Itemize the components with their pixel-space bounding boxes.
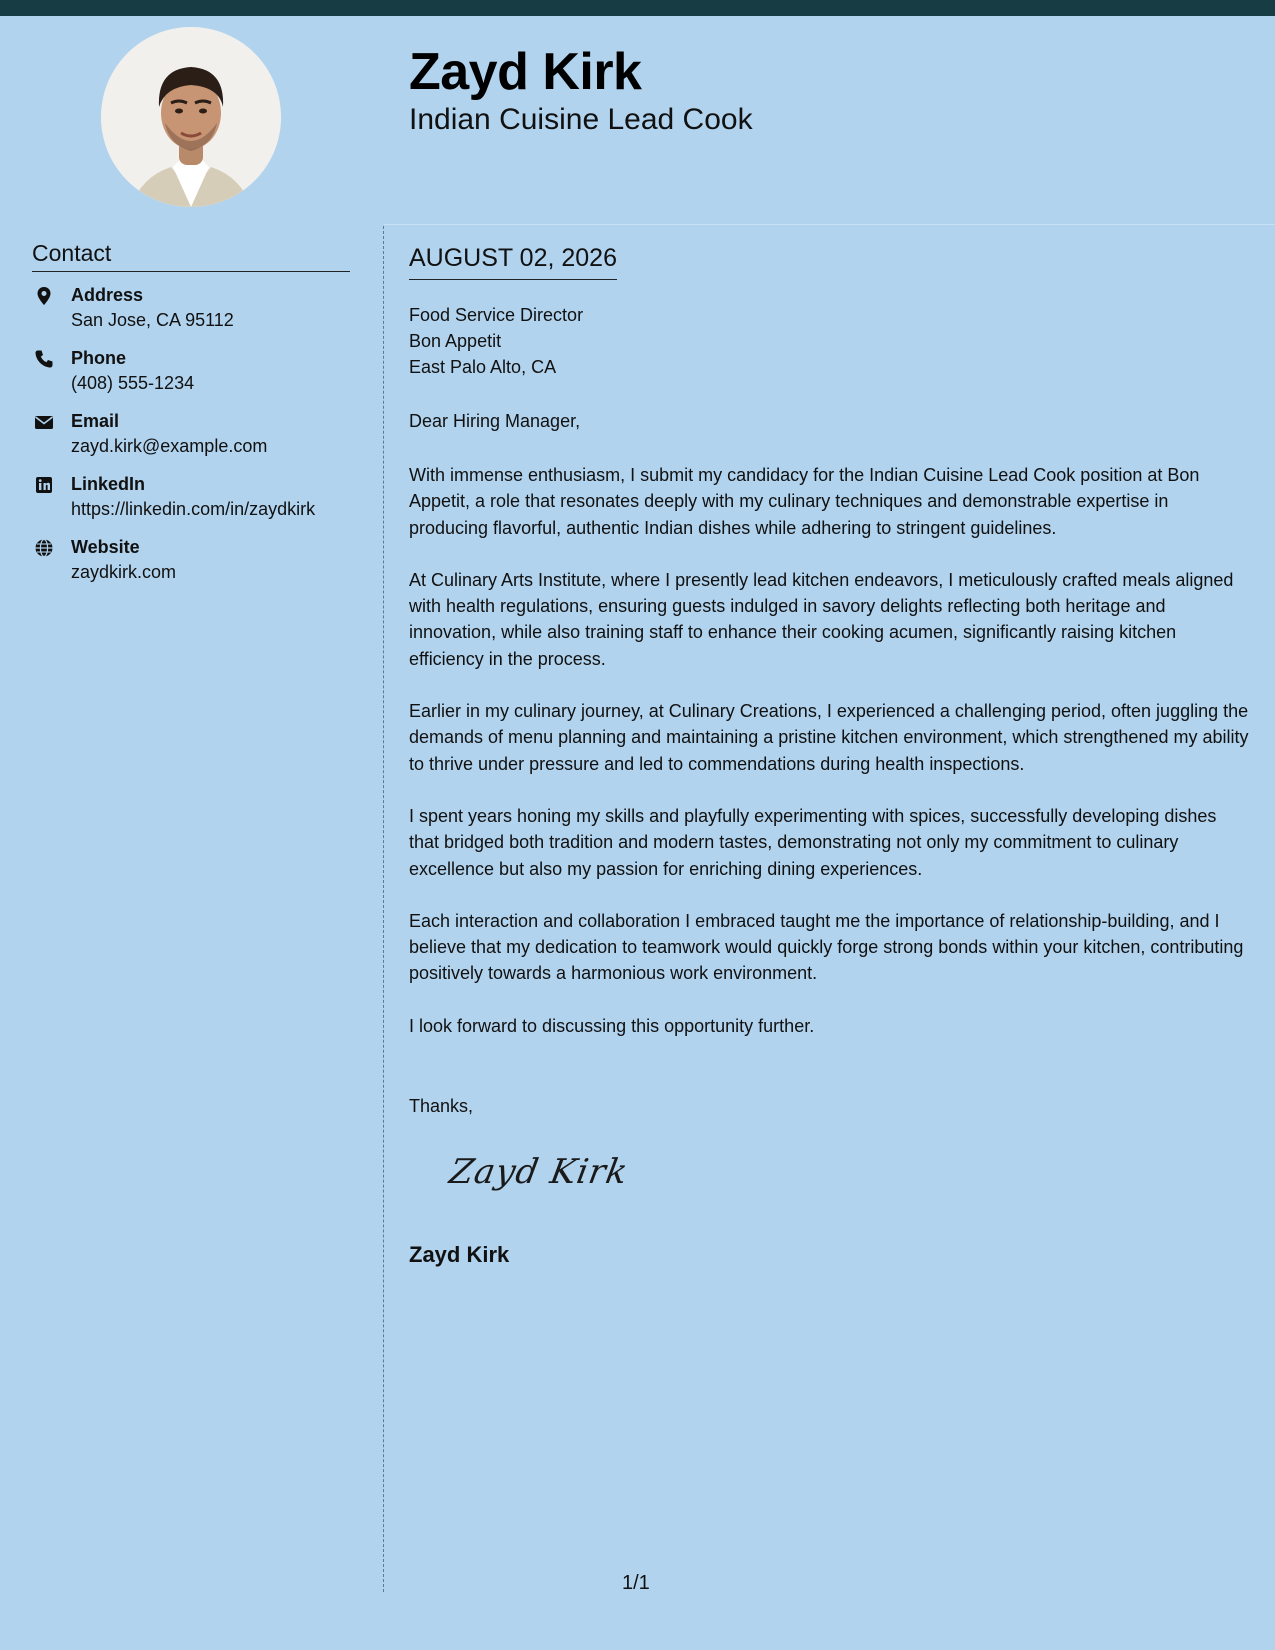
- column-divider: [383, 226, 384, 1592]
- contact-label: LinkedIn: [71, 474, 146, 494]
- contact-item-website: [32, 535, 372, 598]
- recipient-line: Food Service Director: [409, 305, 584, 325]
- candidate-name: Zayd Kirk: [409, 43, 642, 101]
- page-number: 1/1: [622, 1572, 650, 1594]
- recipient-line: Bon Appetit: [409, 331, 502, 351]
- contact-label: Email: [71, 411, 120, 431]
- contact-item-address: [32, 283, 372, 346]
- job-title: Indian Cuisine Lead Cook: [409, 103, 753, 136]
- contact-label: Website: [71, 537, 140, 557]
- body-paragraph: With immense enthusiasm, I submit my candidacy for the Indian Cuisine Lead Cook position at Bon Appetit, a role that resonates deeply with my culinary techniques and demonstrable expertise in producing flavorful, authentic Indian dishes while adhering to stringent guidelines.: [409, 465, 1200, 538]
- body-paragraph: At Culinary Arts Institute, where I presently lead kitchen endeavors, I meticulously crafted meals aligned with health regulations, ensuring guests indulged in savory delights reflecting both heritage and innovation, while also training staff to enhance their cooking acumen, significantly raising kitchen efficiency in the process.: [409, 569, 1234, 669]
- contact-value: (408) 555-1234: [71, 373, 195, 393]
- recipient-line: East Palo Alto, CA: [409, 357, 557, 377]
- signer-name: Zayd Kirk: [409, 1242, 510, 1267]
- body-paragraph: I spent years honing my skills and playfully experimenting with spices, successfully developing dishes that bridged both tradition and modern tastes, demonstrating not only my commitment to culinary excellence but also my passion for enriching dining experiences.: [409, 805, 1217, 879]
- profile-photo: [101, 27, 281, 207]
- contact-heading: Contact: [32, 240, 350, 272]
- envelope-icon: [34, 412, 54, 432]
- closing: Thanks,: [409, 1096, 474, 1116]
- salutation: Dear Hiring Manager,: [409, 411, 581, 431]
- location-pin-icon: [34, 286, 54, 306]
- contact-item-phone: [32, 346, 372, 409]
- contact-value: zayd.kirk@example.com: [71, 436, 268, 456]
- body-paragraph: Earlier in my culinary journey, at Culinary Creations, I experienced a challenging period, often juggling the demands of menu planning and maintaining a pristine kitchen environment, which strengthened my ability to thrive under pressure and led to commendations during health inspections.: [409, 701, 1249, 774]
- contact-value: zaydkirk.com: [71, 562, 177, 582]
- letter-body: [409, 462, 1249, 1065]
- phone-icon: [34, 349, 54, 369]
- avatar: [101, 27, 281, 207]
- linkedin-icon: [34, 475, 54, 495]
- recipient-block: [409, 302, 583, 380]
- globe-icon: [34, 538, 54, 558]
- contact-value: San Jose, CA 95112: [71, 310, 234, 330]
- contact-label: Phone: [71, 348, 127, 368]
- contact-item-email: [32, 409, 372, 472]
- body-paragraph: Each interaction and collaboration I embraced taught me the importance of relationship-building, and I believe that my dedication to teamwork would quickly forge strong bonds within your kitchen, contributing positively towards a harmonious work environment.: [409, 910, 1244, 984]
- header-divider: [384, 224, 1275, 225]
- contact-label: Address: [71, 285, 144, 305]
- contact-item-linkedin: [32, 472, 372, 535]
- letter-date: AUGUST 02, 2026: [409, 244, 617, 280]
- contact-value: https://linkedin.com/in/zaydkirk: [71, 499, 316, 519]
- top-accent-bar: [0, 0, 1275, 16]
- contact-list: [32, 283, 372, 598]
- handwritten-signature: Zayd Kirk: [446, 1152, 632, 1192]
- body-paragraph: I look forward to discussing this opportunity further.: [409, 1015, 815, 1036]
